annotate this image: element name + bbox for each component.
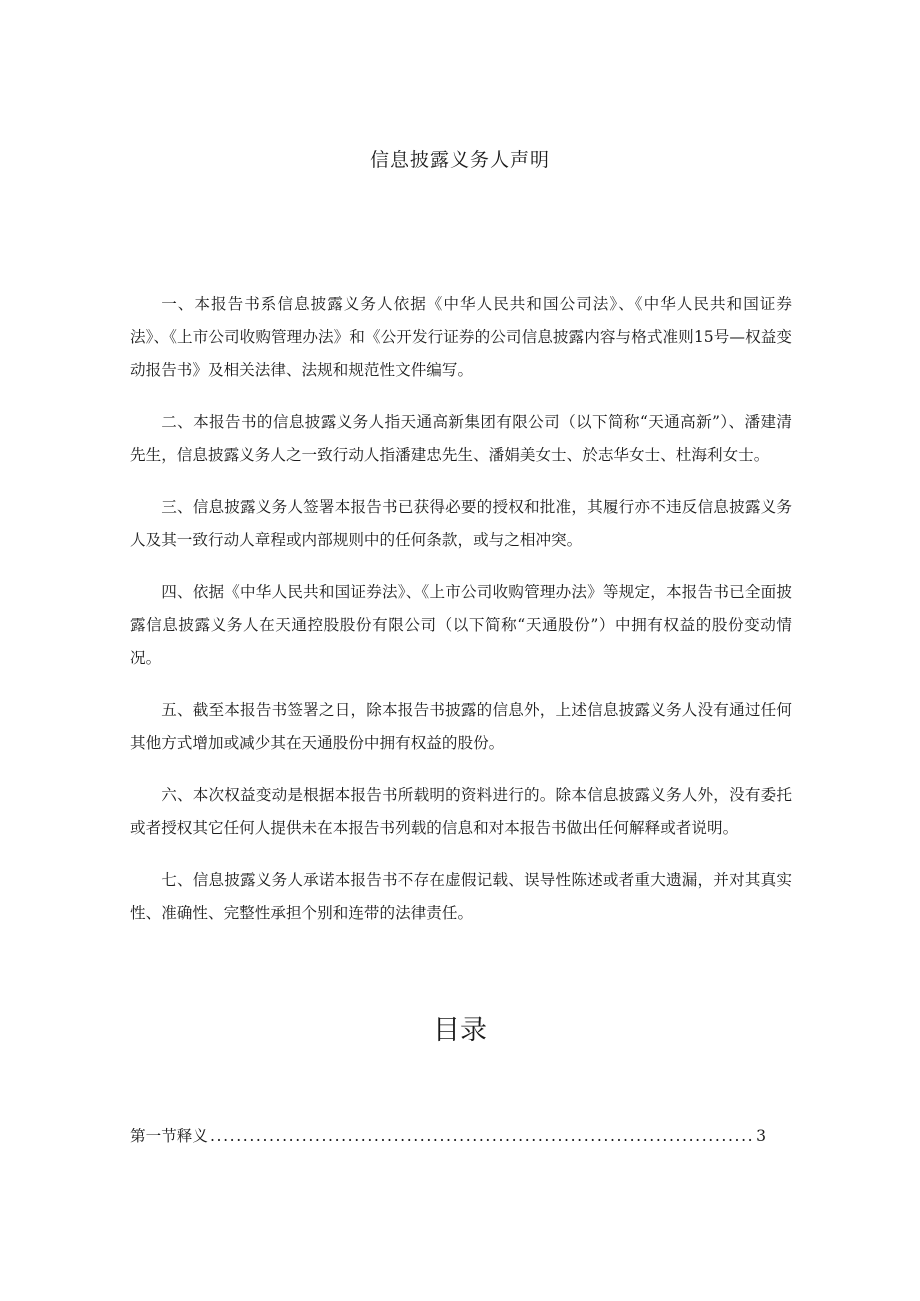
toc-entry[interactable]: [130, 1124, 766, 1146]
declaration-clauses: [130, 288, 792, 949]
clause-1: 一、本报告书系信息披露义务人依据《中华人民共和国公司法》、《中华人民共和国证券法》、《上市公司收购管理办法》和《公开发行证券的公司信息披露内容与格式准则15号—权益变动报告书》及相关法律、法规和规范性文件编写。: [130, 295, 792, 379]
clause-3: 三、信息披露义务人签署本报告书已获得必要的授权和批准，其履行亦不违反信息披露义务人及其一致行动人章程或内部规则中的任何条款，或与之相冲突。: [130, 498, 792, 549]
declaration-title: 信息披露义务人声明: [369, 149, 550, 171]
clause-6: 六、本次权益变动是根据本报告书所载明的资料进行的。除本信息披露义务人外，没有委托或者授权其它任何人提供未在本报告书列载的信息和对本报告书做出任何解释或者说明。: [130, 786, 792, 837]
toc-entry-label: 第一节释义: [130, 1127, 208, 1145]
clause-2: 二、本报告书的信息披露义务人指天通高新集团有限公司（以下简称“天通高新”）、潘建清先生，信息披露义务人之一致行动人指潘建忠先生、潘娟美女士、於志华女士、杜海利女士。: [130, 413, 792, 464]
toc-leader-dots: [210, 1127, 754, 1145]
toc-entry-page: 3: [756, 1127, 766, 1145]
toc-title: 目录: [433, 1015, 487, 1046]
clause-7: 七、信息披露义务人承诺本报告书不存在虚假记载、误导性陈述或者重大遗漏，并对其真实性、准确性、完整性承担个别和连带的法律责任。: [130, 871, 792, 922]
clause-5: 五、截至本报告书签署之日，除本报告书披露的信息外，上述信息披露义务人没有通过任何其他方式增加或减少其在天通股份中拥有权益的股份。: [130, 701, 792, 752]
clause-4: 四、依据《中华人民共和国证券法》、《上市公司收购管理办法》等规定，本报告书已全面披露信息披露义务人在天通控股股份有限公司（以下简称“天通股份”）中拥有权益的股份变动情况。: [130, 583, 792, 667]
